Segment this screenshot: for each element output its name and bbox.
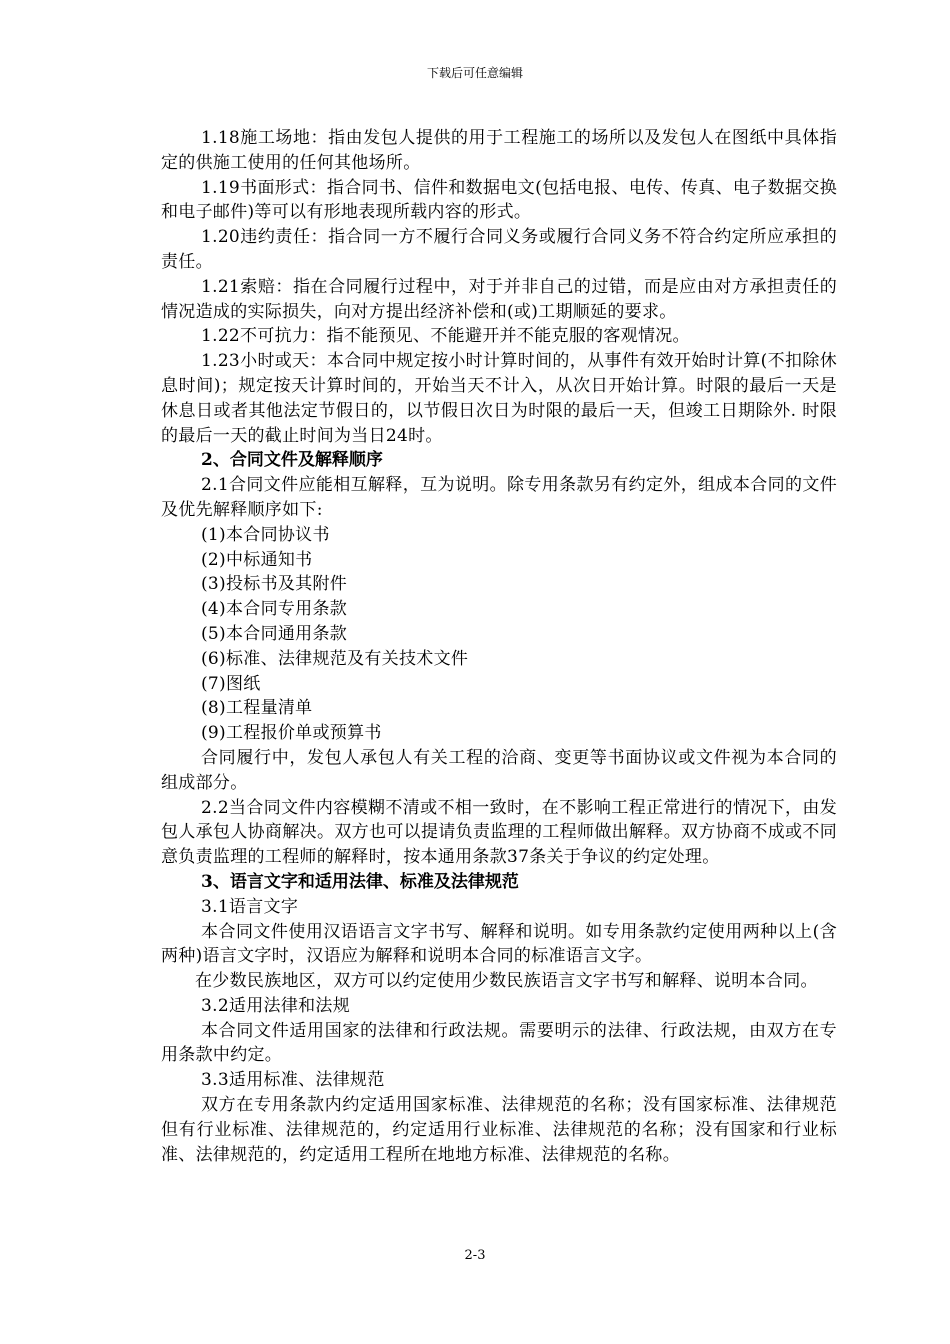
paragraph: 3.3适用标准、法律规范: [201, 1070, 385, 1091]
list-item: (9)工程报价单或预算书: [201, 723, 382, 744]
list-item: (2)中标通知书: [201, 549, 313, 570]
paragraph: 1.19书面形式：指合同书、信件和数据电文(包括电报、电传、传真、电子数据交换和电子邮件)等可以有形地表现所载内容的形式。: [161, 177, 837, 223]
paragraph: 合同履行中，发包人承包人有关工程的洽商、变更等书面协议或文件视为本合同的组成部分。: [161, 747, 837, 793]
paragraph: 本合同文件适用国家的法律和行政法规。需要明示的法律、行政法规，由双方在专用条款中约定。: [161, 1020, 837, 1066]
section-heading: 3、语言文字和适用法律、标准及法律规范: [201, 871, 519, 892]
paragraph: 在少数民族地区，双方可以约定使用少数民族语言文字书写和解释、说明本合同。: [195, 971, 818, 992]
paragraph: 2.2当合同文件内容模糊不清或不相一致时，在不影响工程正常进行的情况下，由发包人承包人协商解决。双方也可以提请负责监理的工程师做出解释。双方协商不成或不同意负责监理的工程师的解释时，按本通用条款37条关于争议的约定处理。: [161, 797, 837, 868]
list-item: (6)标准、法律规范及有关技术文件: [201, 648, 469, 669]
paragraph: 本合同文件使用汉语语言文字书写、解释和说明。如专用条款约定使用两种以上(含两种)语言文字时，汉语应为解释和说明本合同的标准语言文字。: [161, 921, 837, 967]
page-number: 2-3: [464, 1248, 486, 1263]
paragraph: 1.18施工场地：指由发包人提供的用于工程施工的场所以及发包人在图纸中具体指定的供施工使用的任何其他场所。: [161, 128, 837, 173]
paragraph: 2.1合同文件应能相互解释，互为说明。除专用条款另有约定外，组成本合同的文件及优先解释顺序如下:: [161, 475, 837, 520]
paragraph: 1.23小时或天：本合同中规定按小时计算时间的，从事件有效开始时计算(不扣除休息时间)；规定按天计算时间的，开始当天不计入，从次日开始计算。时限的最后一天是休息日或者其他法定节假日的，以节假日次日为时限的最后一天，但竣工日期除外. 时限的最后一天的截止时间为当日24时。: [161, 351, 837, 446]
document-body: [161, 126, 837, 1167]
list-item: (7)图纸: [201, 673, 261, 694]
paragraph: 1.22不可抗力：指不能预见、不能避开并不能克服的客观情况。: [201, 326, 690, 347]
list-item: (3)投标书及其附件: [201, 574, 348, 595]
paragraph: 3.1语言文字: [201, 896, 299, 917]
list-item: (8)工程量清单: [201, 698, 313, 719]
list-item: (5)本合同通用条款: [201, 623, 348, 644]
section-heading: 2、合同文件及解释顺序: [201, 450, 383, 471]
paragraph: 双方在专用条款内约定适用国家标准、法律规范的名称；没有国家标准、法律规范但有行业标准、法律规范的，约定适用行业标准、法律规范的名称；没有国家和行业标准、法律规范的，约定适用工程所在地地方标准、法律规范的名称。: [161, 1095, 837, 1165]
list-item: (4)本合同专用条款: [201, 599, 348, 620]
paragraph: 1.21索赔：指在合同履行过程中，对于并非自己的过错，而是应由对方承担责任的情况造成的实际损失，向对方提出经济补偿和(或)工期顺延的要求。: [161, 276, 837, 322]
list-item: (1)本合同协议书: [201, 524, 330, 545]
paragraph: 1.20违约责任：指合同一方不履行合同义务或履行合同义务不符合约定所应承担的责任。: [161, 227, 837, 272]
page-header: 下载后可任意编辑: [426, 66, 523, 80]
paragraph: 3.2适用法律和法规: [201, 995, 351, 1016]
